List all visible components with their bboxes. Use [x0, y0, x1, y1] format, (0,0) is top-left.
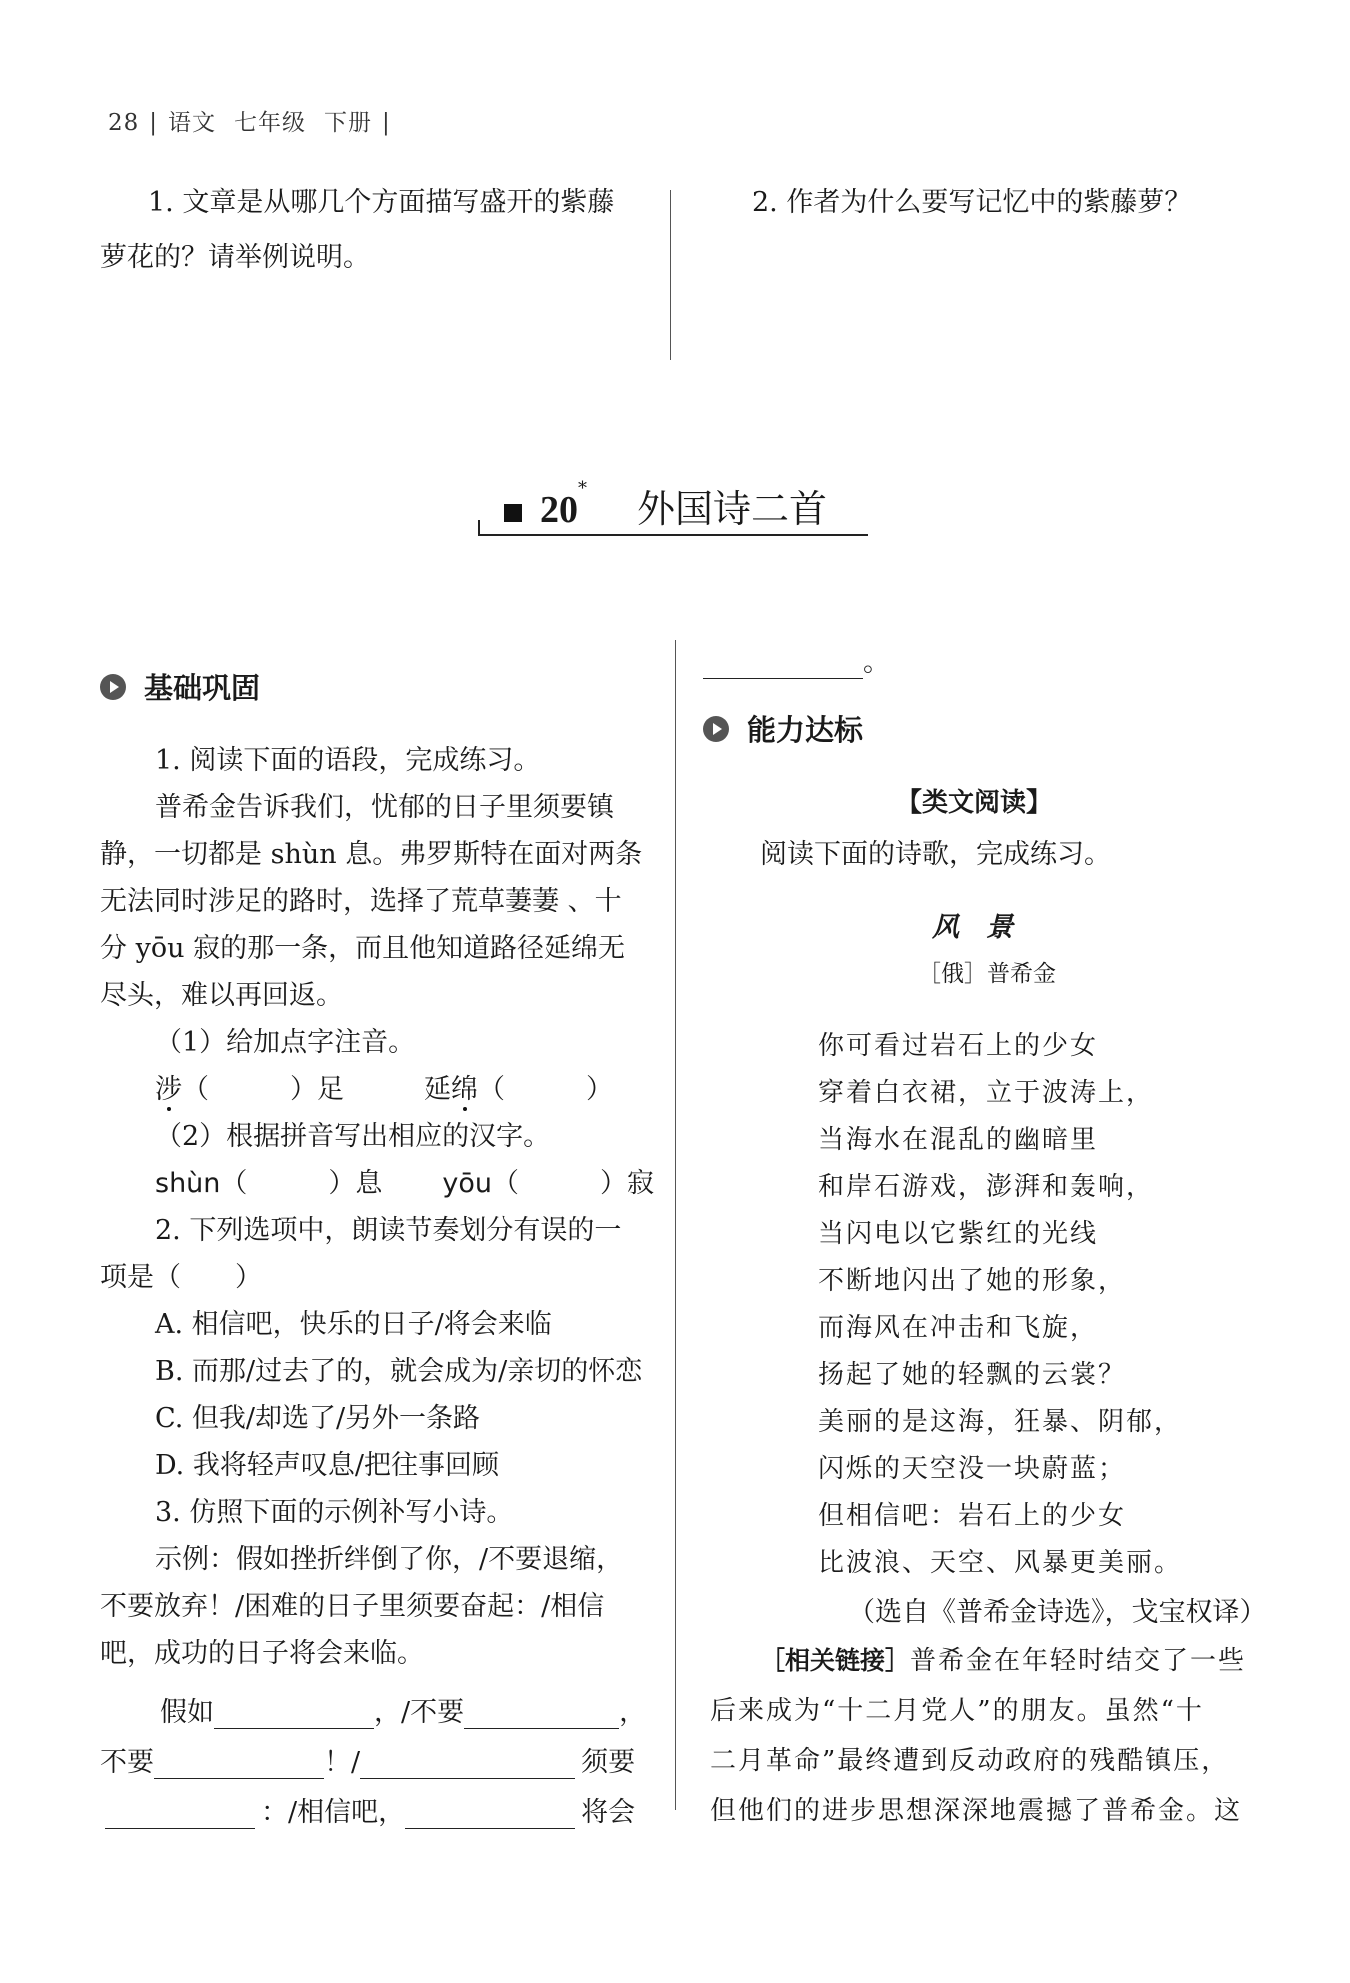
header-volume: 下册: [324, 110, 373, 136]
column-divider-top: [670, 190, 671, 360]
left-line-9: 2. 下列选项中，朗读节奏划分有误的一: [155, 1215, 622, 1246]
related-link-line-2: 后来成为“十二月党人”的朋友。虽然“十: [710, 1696, 1204, 1726]
column-divider: [675, 640, 676, 1810]
left-line-16: 示例：假如挫折绊倒了你，/不要退缩，: [155, 1544, 624, 1575]
page-number: 28: [108, 110, 140, 136]
lesson-title-text: 外国诗二首: [637, 487, 828, 531]
page-header: 28 | 语文 七年级 下册 |: [108, 110, 391, 136]
poem-line: 美丽的是这海，狂暴、阴郁，: [818, 1407, 1183, 1437]
left-line-10: 项是（ ）: [100, 1262, 262, 1293]
poem-line: 和岸石游戏，澎湃和轰响，: [818, 1172, 1155, 1202]
lesson-number: 20: [540, 489, 578, 531]
poem-author: ［俄］普希金: [918, 961, 1056, 987]
blank-field[interactable]: [214, 1700, 374, 1729]
blank-field[interactable]: [464, 1700, 619, 1729]
lesson-title: [478, 478, 868, 536]
poem-line: 而海风在冲击和飞旋，: [818, 1313, 1099, 1343]
poem-fill-row-2: 不要 ！/ 须要: [100, 1747, 636, 1778]
option-b: B. 而那/过去了的，就会成为/亲切的怀恋: [155, 1356, 643, 1387]
dotted-char: 涉: [155, 1074, 182, 1105]
poem-line: 不断地闪出了她的形象，: [818, 1266, 1127, 1296]
poem-line: 你可看过岩石上的少女: [818, 1031, 1099, 1061]
poem-line: 扬起了她的轻飘的云裳？: [818, 1360, 1127, 1390]
option-a: A. 相信吧，快乐的日子/将会来临: [155, 1309, 552, 1340]
poem-line: 当闪电以它紫红的光线: [818, 1219, 1099, 1249]
poem-line: 比波浪、天空、风暴更美丽。: [818, 1548, 1183, 1578]
left-line-6: 尽头，难以再回返。: [100, 980, 343, 1011]
trailing-blank: 。: [703, 640, 890, 679]
related-link-line-1: ［相关链接］普希金在年轻时结交了一些: [760, 1646, 1247, 1676]
left-line-3: 静，一切都是 shùn 息。弗罗斯特在面对两条: [100, 839, 643, 870]
header-grade: 七年级: [234, 110, 307, 136]
left-line-4: 无法同时涉足的路时，选择了荒草萋萋 、十: [100, 886, 622, 917]
question-1-line-2: 萝花的？请举例说明。: [100, 242, 370, 273]
question-1-line-1: 1. 文章是从哪几个方面描写盛开的紫藤: [148, 187, 615, 218]
play-circle-icon: [100, 674, 126, 700]
left-line-8: （2）根据拼音写出相应的汉字。: [155, 1121, 551, 1152]
subhead-reading: 【类文阅读】: [896, 788, 1053, 818]
poem-source: （选自《普希金诗选》，戈宝权译）: [848, 1597, 1267, 1628]
option-c: C. 但我/却选了/另外一条路: [155, 1403, 481, 1434]
blank-field[interactable]: [154, 1750, 324, 1779]
poem-fill-row-3: ：/相信吧， 将会: [105, 1790, 635, 1829]
poem-line: 当海水在混乱的幽暗里: [818, 1125, 1099, 1155]
fill-pinyin-row: 涉（ ）足 延绵（ ）: [155, 1074, 613, 1105]
blank-field[interactable]: [105, 1800, 255, 1829]
option-d: D. 我将轻声叹息/把往事回顾: [155, 1450, 499, 1481]
blank-field[interactable]: [360, 1750, 575, 1779]
section-basic: 基础巩固: [100, 666, 260, 707]
blank-field[interactable]: [703, 650, 863, 679]
fill-hanzi-row: shùn（ ）息 yōu（ ）寂: [155, 1168, 655, 1199]
poem-line: 但相信吧：岩石上的少女: [818, 1501, 1127, 1531]
poem-line: 穿着白衣裙，立于波涛上，: [818, 1078, 1155, 1108]
poem-title: 风 景: [932, 912, 1013, 943]
left-line-7: （1）给加点字注音。: [155, 1027, 416, 1058]
square-bullet-icon: [504, 504, 522, 522]
left-line-15: 3. 仿照下面的示例补写小诗。: [155, 1497, 514, 1528]
poem-line: 闪烁的天空没一块蔚蓝；: [818, 1454, 1127, 1484]
question-2: 2. 作者为什么要写记忆中的紫藤萝？: [752, 187, 1192, 218]
left-line-2: 普希金告诉我们，忧郁的日子里须要镇: [155, 792, 614, 823]
lesson-star: *: [578, 478, 587, 499]
left-line-1: 1. 阅读下面的语段，完成练习。: [155, 745, 541, 776]
reading-instruction: 阅读下面的诗歌，完成练习。: [760, 839, 1111, 870]
related-link-line-4: 但他们的进步思想深深地震撼了普希金。这: [710, 1796, 1243, 1826]
related-link-line-3: 二月革命”最终遭到反动政府的残酷镇压，: [710, 1746, 1230, 1776]
left-line-5: 分 yōu 寂的那一条，而且他知道路径延绵无: [100, 933, 626, 964]
blank-field[interactable]: [405, 1800, 575, 1829]
header-subject: 语文: [168, 110, 217, 136]
section-ability: 能力达标: [703, 708, 863, 749]
left-line-18: 吧，成功的日子将会来临。: [100, 1638, 424, 1669]
related-link-label: ［相关链接］: [760, 1646, 911, 1675]
poem-fill-row-1: 假如 ，/不要 ，: [160, 1697, 647, 1728]
dotted-char: 绵: [451, 1074, 478, 1105]
play-circle-icon: [703, 716, 729, 742]
left-line-17: 不要放弃！/困难的日子里须要奋起：/相信: [100, 1591, 605, 1622]
